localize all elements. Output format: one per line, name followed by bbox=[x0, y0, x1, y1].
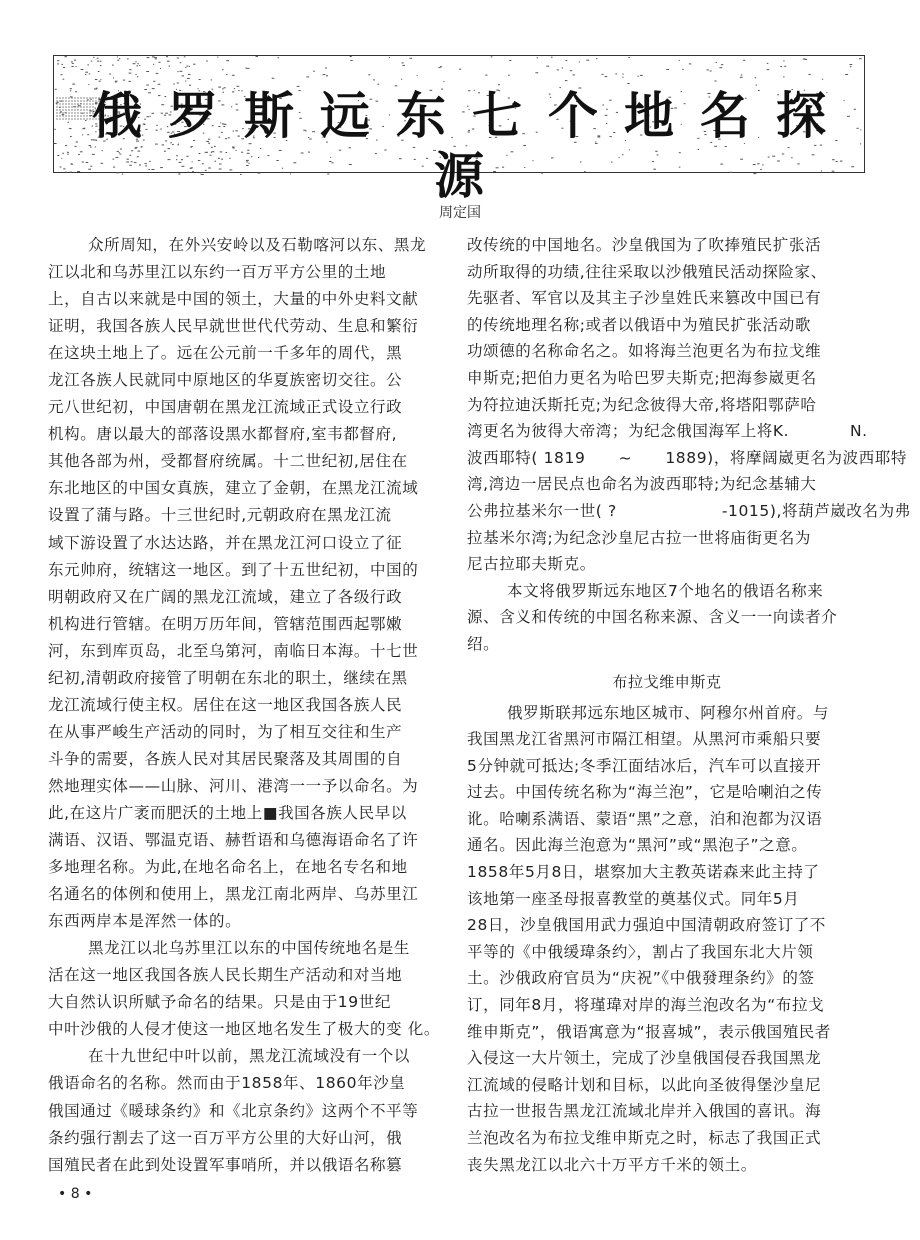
text-line: 名通名的体例和使用上，黑龙江南北两岸、乌苏里江 bbox=[48, 885, 419, 904]
text-line: 改传统的中国地名。沙皇俄国为了吹捧殖民扩张活 bbox=[467, 236, 822, 254]
text-line: 多地理名称。为此,在地名命名上，在地名专名和地 bbox=[48, 858, 408, 877]
text-line: 其他各部为州，受都督府统属。十二世纪初,居住在 bbox=[48, 452, 408, 471]
text-line: 申斯克;把伯力更名为哈巴罗夫斯克;把海参崴更名 bbox=[467, 368, 817, 387]
title-banner bbox=[53, 55, 865, 205]
author-name: 周定国 bbox=[439, 205, 481, 221]
page-number: • 8 • bbox=[58, 1186, 93, 1202]
text-line: 众所周知，在外兴安岭以及石勒喀河以东、黑龙 bbox=[88, 236, 427, 254]
paragraph bbox=[467, 578, 867, 658]
text-line: 河，东到库页岛，北至乌第河，南临日本海。十七世 bbox=[48, 641, 419, 660]
text-line: 兰泡改名为布拉戈维申斯克之时，标志了我国正式 bbox=[467, 1129, 822, 1147]
text-line: 俄国通过《暖球条约》和《北京条约》这两个不平等 bbox=[48, 1101, 419, 1120]
text-line: 大自然认识所赋予命名的结果。只是由于19世纪 bbox=[48, 993, 391, 1012]
text-line: 在十九世纪中叶以前，黑龙江流域没有一个以 bbox=[88, 1047, 411, 1066]
article-title: 俄罗斯远东七个地名探源 bbox=[92, 86, 852, 205]
text-line: 上，自古以来就是中国的领土，大量的中外史料文献 bbox=[48, 290, 419, 309]
section-heading: 布拉戈维申斯克 bbox=[612, 672, 722, 691]
paragraph bbox=[467, 232, 911, 578]
text-line: 中叶沙俄的人侵才使这一地区地名发生了极大的变 化。 bbox=[48, 1020, 440, 1039]
text-line: 元八世纪初，中国唐朝在黑龙江流域正式设立行政 bbox=[48, 398, 403, 417]
text-line: 湾更名为彼得大帝湾；为纪念俄国海军上将K. N. bbox=[467, 422, 868, 441]
text-line: 动所取得的功绩,往往采取以沙俄殖民活动探险家、 bbox=[467, 262, 827, 281]
text-line: 订，同年8月，将瑾瑋对岸的海兰泡改名为“布拉戈 bbox=[467, 996, 825, 1015]
text-line: 为符拉迪沃斯托克;为纪念彼得大帝,将塔阳鄂萨哈 bbox=[467, 395, 817, 414]
text-line: 黑龙江以北乌苏里江以东的中国传统地名是生 bbox=[88, 939, 411, 958]
text-line: 先驱者、军官以及其主子沙皇姓氏来篡改中国已有 bbox=[467, 289, 822, 308]
text-line: 明朝政府又在广阔的黑龙江流域，建立了各级行政 bbox=[48, 587, 403, 606]
text-line: 5分钟就可抵达;冬季江面结冰后，汽车可以直接开 bbox=[467, 756, 822, 775]
text-line: 东北地区的中国女真族，建立了金朝，在黑龙江流域 bbox=[48, 479, 419, 498]
paragraph bbox=[48, 935, 448, 1043]
text-line: 我国黑龙江省黑河市隔江相望。从黑河市乘船只要 bbox=[467, 730, 822, 749]
text-line: 然地理实体——山脉、河川、港湾一一予以命名。为 bbox=[48, 776, 419, 795]
text-line: 功颂德的名称命名之。如将海兰泡更名为布拉戈维 bbox=[467, 342, 822, 361]
text-line: 绍。 bbox=[467, 634, 500, 653]
text-line: 本文将俄罗斯远东地区7个地名的俄语名称来 bbox=[507, 581, 824, 600]
text-line: 江以北和乌苏里江以东约一百万平方公里的土地 bbox=[48, 263, 387, 282]
text-line: 东西两岸本是浑然一体的。 bbox=[48, 912, 242, 931]
text-line: 通名。因此海兰泡意为“黑河”或“黑泡子”之意。 bbox=[467, 836, 808, 855]
text-line: 机构。唐以最大的部落设黑水都督府,室韦都督府, bbox=[48, 425, 398, 444]
text-line: 龙江流域行使主权。居住在这一地区我国各族人民 bbox=[48, 695, 403, 714]
text-line: 纪初,清朝政府接管了明朝在东北的职土，继续在黑 bbox=[48, 668, 408, 687]
text-line: 该地第一座圣母报喜教堂的奠基仪式。同年5月 bbox=[467, 889, 800, 908]
text-line: 设置了蒲与路。十三世纪时,元朝政府在黑龙江流 bbox=[48, 506, 392, 525]
text-line: 俄语命名的名称。然而由于1858年、1860年沙皇 bbox=[48, 1074, 406, 1093]
text-line: 拉基米尔湾;为纪念沙皇尼古拉一世将庙街更名为 bbox=[467, 528, 811, 547]
text-line: 尼古拉耶夫斯克。 bbox=[467, 555, 596, 574]
text-line: 湾,湾边一居民点也命名为波西耶特;为纪念基辅大 bbox=[467, 475, 817, 494]
text-line: 波西耶特( 1819 ~ 1889)，将摩阔崴更名为波西耶特 bbox=[467, 448, 908, 467]
text-line: 1858年5月8日，堪察加大主教英诺森来此主持了 bbox=[467, 863, 820, 882]
text-line: 古拉一世报告黑龙江流域北岸并入俄国的喜讯。海 bbox=[467, 1102, 822, 1121]
text-line: 活在这一地区我国各族人民长期生产活动和对当地 bbox=[48, 966, 403, 985]
text-line: 此,在这片广袤而肥沃的土地上■我国各族人民早以 bbox=[48, 803, 407, 822]
text-line: 28日，沙皇俄国用武力强迫中国清朝政府签订了不 bbox=[467, 916, 827, 935]
text-line: 丧失黑龙江以北六十万平方千米的领土。 bbox=[467, 1155, 757, 1174]
paragraph bbox=[467, 700, 867, 1179]
text-line: 维申斯克”，俄语寓意为“报喜城”，表示俄国殖民者 bbox=[467, 1022, 831, 1041]
text-line: 江流域的侵略计划和目标，以此向圣彼得堡沙皇尼 bbox=[467, 1075, 822, 1094]
text-line: 入侵这一大片领土，完成了沙皇俄国侵吞我国黑龙 bbox=[467, 1049, 822, 1068]
text-line: 条约强行割去了这一百万平方公里的大好山河，俄 bbox=[48, 1128, 403, 1147]
text-line: 满语、汉语、鄂温克语、赫哲语和乌德海语命名了许 bbox=[48, 831, 419, 850]
text-line: 平等的《中俄缓瑋条约〉，割占了我国东北大片领 bbox=[467, 942, 814, 961]
text-line: 源、含义和传统的中国名称来源、含义一一向读者介 bbox=[467, 608, 838, 627]
text-line: 讹。哈喇系满语、蒙语“黑”之意，泊和泡都为汉语 bbox=[467, 809, 823, 828]
right-text-column bbox=[467, 232, 911, 1178]
text-line: 土。沙俄政府官员为“庆祝”《中俄發理条约》的签 bbox=[467, 969, 815, 988]
text-line: 在从事严峻生产活动的同时，为了相互交往和生产 bbox=[48, 722, 403, 741]
paragraph bbox=[48, 232, 448, 935]
text-line: 的传统地理名称;或者以俄语中为殖民扩张活动歌 bbox=[467, 315, 811, 334]
text-line: 在这块土地上了。远在公元前一千多年的周代，黑 bbox=[48, 344, 403, 363]
text-line: 域下游设置了水达达路，并在黑龙江河口设立了征 bbox=[48, 533, 403, 552]
text-line: 证明，我国各族人民早就世世代代劳动、生息和繁衍 bbox=[48, 317, 419, 336]
text-line: 公弗拉基米尔一世( ? -1015),将葫芦崴改名为弗 bbox=[467, 501, 911, 520]
text-line: 机构进行管辖。在明万历年间，管辖范围西起鄂嫩 bbox=[48, 614, 403, 633]
left-text-column bbox=[48, 232, 448, 1179]
text-line: 斗争的需要，各族人民对其居民聚落及其周围的自 bbox=[48, 749, 403, 768]
text-line: 过去。中国传统名称为“海兰泡”，它是哈喇泊之传 bbox=[467, 783, 823, 802]
text-line: 东元帅府，统辖这一地区。到了十五世纪初，中国的 bbox=[48, 560, 419, 579]
text-line: 龙江各族人民就同中原地区的华夏族密切交往。公 bbox=[48, 371, 403, 390]
paragraph bbox=[48, 1043, 448, 1178]
text-line: 国殖民者在此到处设置军事哨所，并以俄语名称篡 bbox=[48, 1155, 403, 1174]
text-line: 俄罗斯联邦远东地区城市、阿穆尔州首府。与 bbox=[507, 703, 830, 722]
